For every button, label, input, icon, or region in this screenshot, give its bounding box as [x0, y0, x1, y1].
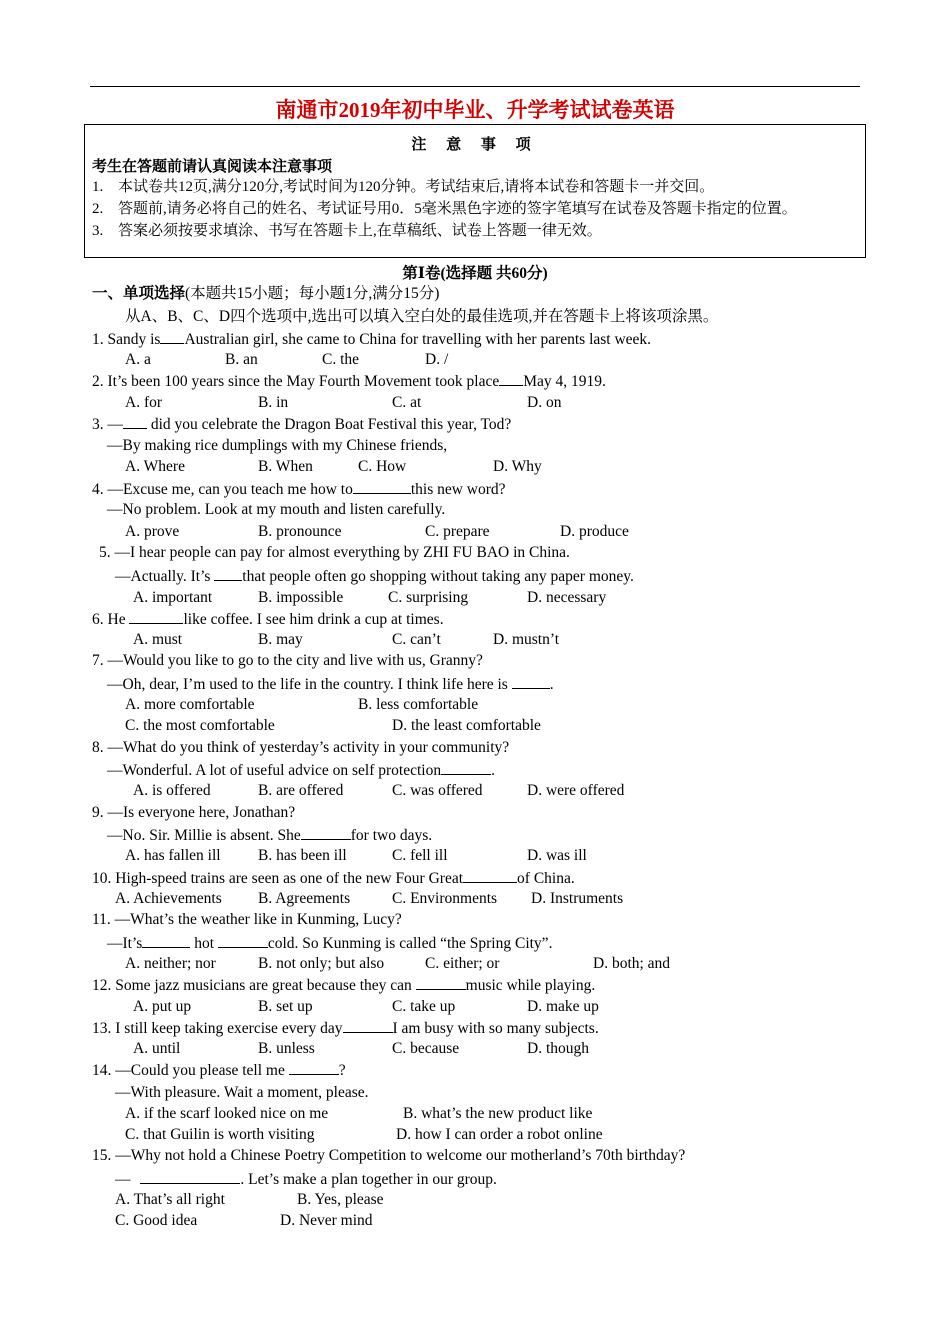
question-3 — [92, 414, 511, 435]
q-option: C. at — [392, 394, 422, 411]
q-option: C. fell ill — [392, 847, 448, 864]
q-text: 3. — — [92, 416, 123, 433]
q-option: D. on — [527, 394, 562, 411]
q-text: May 4, 1919. — [523, 373, 606, 390]
q-option: A. for — [125, 394, 163, 411]
q-option: B. Agreements — [258, 890, 351, 907]
q-reply — [115, 566, 634, 587]
question-12 — [92, 975, 595, 996]
q-option: B. impossible — [258, 589, 344, 606]
question-5: 5. —I hear people can pay for almost everything by ZHI FU BAO in China. — [99, 544, 570, 561]
answer-blank — [289, 1060, 339, 1075]
q-option: B. may — [258, 631, 303, 648]
q-option: B. less comfortable — [358, 696, 479, 713]
notice-item — [92, 221, 865, 241]
q-text: —Actually. It’s — [115, 568, 215, 585]
section-title: 第Ⅰ卷(选择题 共60分) — [402, 265, 548, 282]
q-option: A. prove — [125, 523, 180, 540]
notice-item-num: 1. — [92, 179, 104, 195]
answer-blank — [343, 1018, 393, 1033]
question-2 — [92, 371, 606, 392]
question-10 — [92, 868, 575, 889]
part-instruction: 从A、B、C、D四个选项中,选出可以填入空白处的最佳选项,并在答题卡上将该项涂黑。 — [125, 308, 719, 325]
q-text: . — [491, 762, 495, 779]
q-text: 2. It’s been 100 years since the May Fourth Movement took place — [92, 373, 500, 390]
question-8: 8. —What do you think of yesterday’s activity in your community? — [92, 739, 510, 756]
q-option: A. neither; nor — [125, 955, 216, 972]
q-option: B. are offered — [258, 782, 344, 799]
q-text: this new word? — [410, 481, 506, 498]
q-option: A. until — [133, 1040, 181, 1057]
notice-item-text: 本试卷共12页,满分120分,考试时间为120分钟。考试结束后,请将本试卷和答题卡一并交回。 — [118, 179, 715, 195]
answer-blank — [512, 674, 550, 689]
q-option: D. were offered — [527, 782, 625, 799]
q-text: hot — [190, 935, 218, 952]
q-text: did you celebrate the Dragon Boat Festival this year, Tod? — [147, 416, 512, 433]
q-option: A. if the scarf looked nice on me — [125, 1105, 329, 1122]
q-text: of China. — [517, 870, 575, 887]
q-option: B. When — [258, 458, 313, 475]
q-reply: —By making rice dumplings with my Chinese friends, — [107, 437, 448, 454]
q-option: C. because — [392, 1040, 460, 1057]
q-option: C. that Guilin is worth visiting — [125, 1126, 315, 1143]
notice-box — [84, 124, 866, 258]
q-option: D. both; and — [593, 955, 671, 972]
question-15: 15. —Why not hold a Chinese Poetry Competition to welcome our motherland’s 70th birthday? — [92, 1147, 686, 1164]
q-reply — [107, 933, 552, 954]
q-text: —Oh, dear, I’m used to the life in the country. I think life here is — [107, 676, 512, 693]
part-heading — [92, 284, 439, 304]
q-option: A. Where — [125, 458, 185, 475]
q-option: C. prepare — [425, 523, 490, 540]
q-option: B. pronounce — [258, 523, 342, 540]
q-option: C. was offered — [392, 782, 483, 799]
q-option: B. what’s the new product like — [403, 1105, 593, 1122]
q-option: A. Achievements — [115, 890, 222, 907]
q-text: 14. —Could you please tell me — [92, 1062, 289, 1079]
q-option: D. was ill — [527, 847, 587, 864]
q-text: like coffee. I see him drink a cup at times. — [183, 611, 444, 628]
answer-blank — [218, 933, 268, 948]
q-option: A. is offered — [133, 782, 211, 799]
question-14 — [92, 1060, 346, 1081]
question-9: 9. —Is everyone here, Jonathan? — [92, 804, 296, 821]
answer-blank — [140, 1169, 240, 1184]
question-4 — [92, 479, 506, 500]
q-option: D. Instruments — [531, 890, 624, 907]
q-option: B. in — [258, 394, 289, 411]
q-text: 4. —Excuse me, can you teach me how to — [92, 481, 353, 498]
answer-blank — [353, 479, 411, 494]
answer-blank — [123, 414, 147, 429]
q-option: B. set up — [258, 998, 313, 1015]
q-option: D. produce — [560, 523, 629, 540]
q-option: D. the least comfortable — [392, 717, 541, 734]
q-text: 1. Sandy is — [92, 331, 161, 348]
q-option: C. can’t — [392, 631, 441, 648]
q-text: that people often go shopping without taking any paper money. — [242, 568, 634, 585]
notice-item-num: 3. — [92, 223, 104, 239]
answer-blank — [160, 329, 184, 344]
q-option: C. the most comfortable — [125, 717, 275, 734]
q-reply — [115, 1169, 497, 1190]
question-6 — [92, 609, 444, 630]
q-option: B. Yes, please — [297, 1191, 384, 1208]
notice-item — [92, 177, 865, 197]
q-text: Australian girl, she came to China for travelling with her parents last week. — [184, 331, 652, 348]
q-text: . Let’s make a plan together in our group. — [240, 1171, 497, 1188]
q-option: C. either; or — [425, 955, 500, 972]
q-option: C. How — [358, 458, 407, 475]
notice-item-text: 答题前,请务必将自己的姓名、考试证号用0．5毫米黑色字迹的签字笔填写在试卷及答题卡指定的位置。 — [118, 201, 797, 217]
q-text: —It’s — [107, 935, 143, 952]
q-option: D. mustn’t — [493, 631, 560, 648]
q-text: . — [549, 676, 554, 693]
q-option: A. has fallen ill — [125, 847, 221, 864]
q-reply — [107, 825, 432, 846]
exam-title: 南通市2019年初中毕业、升学考试试卷英语 — [275, 98, 675, 122]
q-reply: —No problem. Look at my mouth and listen carefully. — [107, 501, 446, 518]
q-option: A. more comfortable — [125, 696, 255, 713]
q-text: for two days. — [350, 827, 433, 844]
q-text: music while playing. — [465, 977, 596, 994]
answer-blank — [416, 975, 466, 990]
answer-blank — [142, 933, 190, 948]
top-rule — [90, 86, 860, 87]
q-text: —Wonderful. A lot of useful advice on self protection — [107, 762, 442, 779]
q-reply — [107, 760, 495, 781]
q-option: C. take up — [392, 998, 456, 1015]
q-option: B. not only; but also — [258, 955, 385, 972]
q-option: D. Why — [493, 458, 542, 475]
q-option: A. a — [125, 351, 151, 368]
answer-blank — [301, 825, 351, 840]
q-option: C. Environments — [392, 890, 498, 907]
q-text: 6. He — [92, 611, 130, 628]
q-text: —No. Sir. Millie is absent. She — [107, 827, 301, 844]
q-option: A. must — [133, 631, 183, 648]
answer-blank — [441, 760, 491, 775]
notice-item — [92, 199, 865, 219]
q-option: B. has been ill — [258, 847, 347, 864]
q-text: ? — [338, 1062, 346, 1079]
q-option: D. how I can order a robot online — [396, 1126, 603, 1143]
q-option: B. unless — [258, 1040, 315, 1057]
answer-blank — [129, 609, 183, 624]
q-option: D. make up — [527, 998, 599, 1015]
q-option: B. an — [225, 351, 258, 368]
question-1 — [92, 329, 651, 350]
notice-item-text: 答案必须按要求填涂、书写在答题卡上,在草稿纸、试卷上答题一律无效。 — [118, 223, 602, 239]
q-option: A. put up — [133, 998, 192, 1015]
q-option: A. important — [133, 589, 213, 606]
q-option: D. necessary — [527, 589, 607, 606]
q-option: D. though — [527, 1040, 589, 1057]
part-heading-bold: 一、单项选择 — [92, 285, 186, 302]
q-option: D. / — [425, 351, 449, 368]
question-7: 7. —Would you like to go to the city and live with us, Granny? — [92, 652, 483, 669]
answer-blank — [499, 371, 523, 386]
q-option: A. That’s all right — [115, 1191, 225, 1208]
q-text: 10. High-speed trains are seen as one of the new Four Great — [92, 870, 464, 887]
q-text: 12. Some jazz musicians are great because they can — [92, 977, 416, 994]
q-option: C. surprising — [388, 589, 469, 606]
q-text: 13. I still keep taking exercise every day — [92, 1020, 343, 1037]
part-heading-rest: (本题共15小题；每小题1分,满分15分) — [185, 285, 440, 302]
q-reply — [107, 674, 554, 695]
q-text: cold. So Kunming is called “the Spring City”. — [267, 935, 553, 952]
q-option: D. Never mind — [280, 1212, 373, 1229]
q-reply: —With pleasure. Wait a moment, please. — [115, 1084, 369, 1101]
q-option: C. Good idea — [115, 1212, 198, 1229]
q-text: — — [115, 1171, 135, 1188]
question-13 — [92, 1018, 599, 1039]
notice-heading: 注 意 事 项 — [411, 137, 539, 153]
notice-item-num: 2. — [92, 201, 104, 217]
q-option: C. the — [322, 351, 360, 368]
question-11: 11. —What’s the weather like in Kunming, Lucy? — [92, 911, 402, 928]
q-text: I am busy with so many subjects. — [392, 1020, 599, 1037]
answer-blank — [214, 566, 242, 581]
answer-blank — [463, 868, 517, 883]
notice-subheading: 考生在答题前请认真阅读本注意事项 — [92, 159, 333, 175]
